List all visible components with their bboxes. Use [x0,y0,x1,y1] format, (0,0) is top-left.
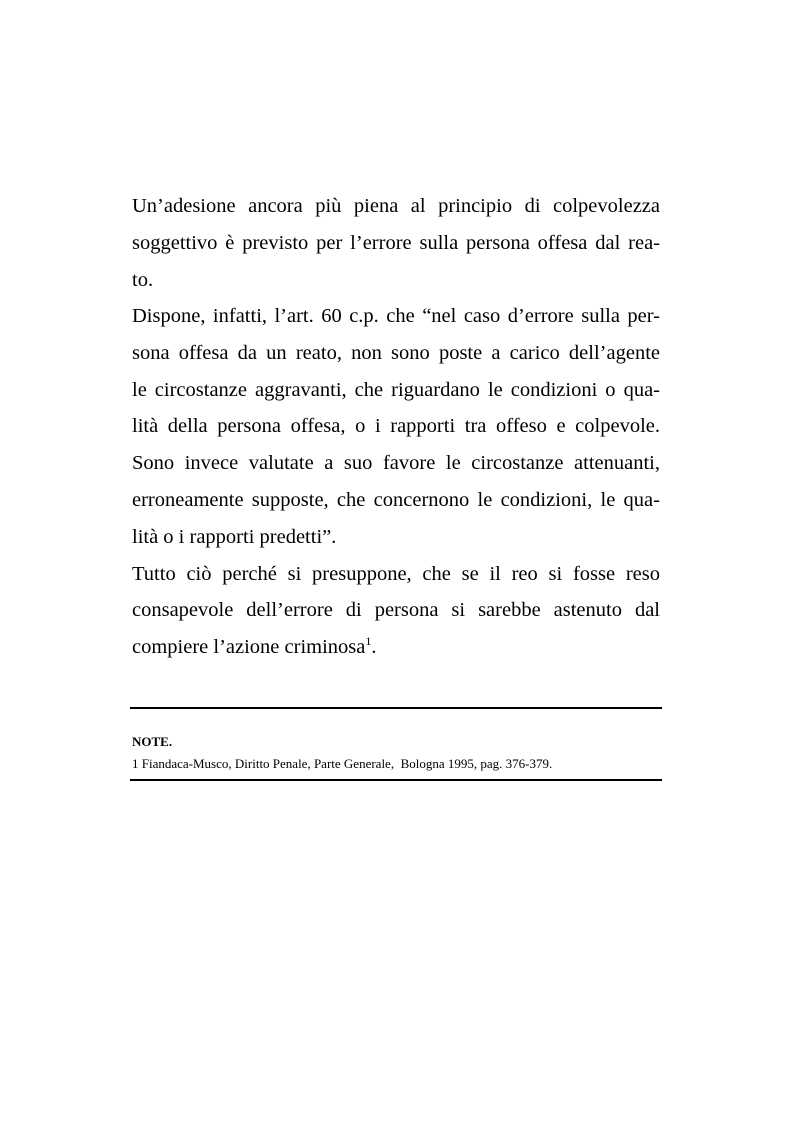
final-punctuation: . [371,636,377,658]
body-line: lità o i rapporti predetti”. [132,526,337,548]
footnote-item: 1 Fiandaca-Musco, Diritto Penale, Parte Generale, Bologna 1995, pag. 376-379. [132,756,553,771]
footnote-reference[interactable]: 1 [365,634,372,648]
body-line: Sono invece valutate a suo favore le circostanze attenuanti, [132,452,660,474]
body-line: Un’adesione ancora più piena al principio di colpevolezza [132,195,660,217]
body-line: erroneamente supposte, che concernono le condizioni, le qua- [132,489,660,511]
notes-title: NOTE. [132,734,173,749]
body-line: le circostanze aggravanti, che riguardano le condizioni o qua- [132,379,660,401]
body-line-text: compiere l’azione criminosa [132,636,366,658]
body-line: sona offesa da un reato, non sono poste a carico dell’agente [132,342,660,364]
body-line: Dispone, infatti, l’art. 60 c.p. che “nel caso d’errore sulla per- [132,305,660,327]
body-line: Tutto ciò perché si presuppone, che se il reo si fosse reso [132,563,660,585]
body-line: consapevole dell’errore di persona si sarebbe astenuto dal [132,599,660,621]
notes-bottom-divider [130,779,662,781]
body-line: soggettivo è previsto per l’errore sulla persona offesa dal rea- [132,232,660,254]
body-last-line [132,629,660,666]
notes-top-divider [130,707,662,709]
body-line: to. [132,269,154,291]
body-line: lità della persona offesa, o i rapporti tra offeso e colpevole. [132,415,660,437]
